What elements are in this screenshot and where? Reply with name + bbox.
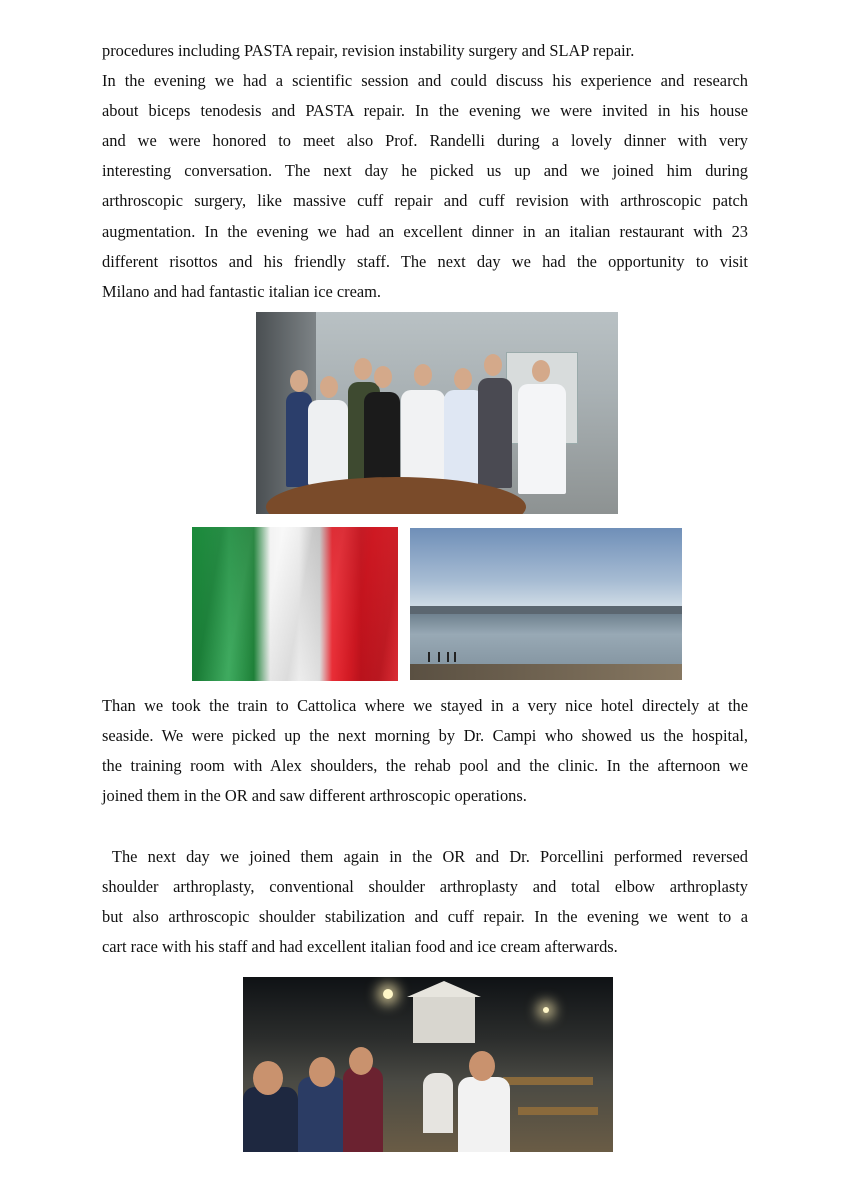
text-line: Milano and had fantastic italian ice cream.: [102, 281, 381, 301]
seaside-photo: [410, 528, 682, 680]
text-line: augmentation. In the evening we had an excellent dinner in an italian restaurant with 23: [102, 221, 748, 241]
text-line: but also arthroscopic shoulder stabilization and cuff repair. In the evening we went to a: [102, 907, 748, 927]
paragraph-porcellini: [102, 842, 748, 962]
text-line: different risottos and his friendly staff. The next day we had the opportunity to visit: [102, 251, 748, 271]
group-photo: [256, 312, 618, 514]
text-line: joined them in the OR and saw different arthroscopic operations.: [102, 786, 527, 806]
text-line: In the evening we had a scientific session and could discuss his experience and research: [102, 71, 748, 91]
text-line: arthroscopic surgery, like massive cuff repair and cuff revision with arthroscopic patch: [102, 191, 748, 211]
text-line: shoulder arthroplasty, conventional shoulder arthroplasty and total elbow arthroplasty: [102, 877, 748, 897]
text-line: about biceps tenodesis and PASTA repair. In the evening we were invited in his house: [102, 101, 748, 121]
text-line: the training room with Alex shoulders, the rehab pool and the clinic. In the afternoon we: [102, 756, 748, 776]
text-line: Than we took the train to Cattolica where we stayed in a very nice hotel directely at the: [102, 696, 748, 715]
text-line: procedures including PASTA repair, revision instability surgery and SLAP repair.: [102, 41, 635, 60]
text-line: The next day we joined them again in the OR and Dr. Porcellini performed reversed: [102, 847, 748, 866]
dinner-photo: [243, 977, 613, 1152]
text-line: cart race with his staff and had excellent italian food and ice cream afterwards.: [102, 937, 618, 957]
italian-flag-photo: [192, 527, 398, 681]
paragraph-cattolica: [102, 691, 748, 811]
paragraph-milano: [102, 36, 748, 307]
text-line: seaside. We were picked up the next morning by Dr. Campi who showed us the hospital,: [102, 726, 748, 746]
text-line: interesting conversation. The next day he picked us up and we joined him during: [102, 161, 748, 181]
text-line: and we were honored to meet also Prof. Randelli during a lovely dinner with very: [102, 131, 748, 151]
